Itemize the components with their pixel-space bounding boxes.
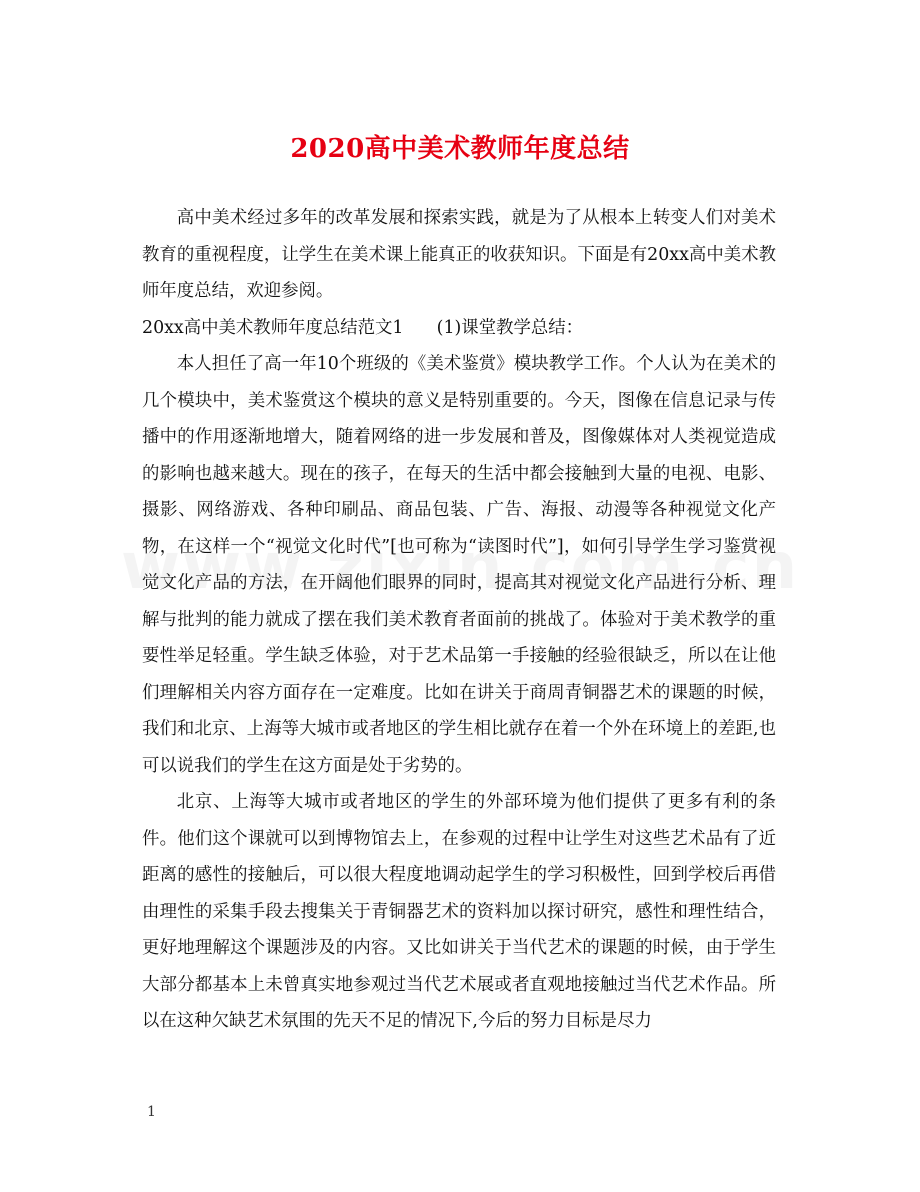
document-body: [142, 200, 776, 1040]
paragraph-section-heading: 20xx高中美术教师年度总结范文1 (1)课堂教学总结：: [142, 317, 584, 338]
document-title: 2020高中美术教师年度总结: [290, 134, 630, 164]
paragraph-teaching: 本人担任了高一年10个班级的《美术鉴赏》模块教学工作。个人认为在美术的几个模块中，美术鉴赏这个模块的意义是特别重要的。今天，图像在信息记录与传播中的作用逐渐地增大，随着网络的进一步发展和普及，图像媒体对人类视觉造成的影响也越来越大。现在的孩子，在每天的生活中都会接触到大量的电视、电影、摄影、网络游戏、各种印刷品、商品包装、广告、海报、动漫等各种视觉文化产物，在这样一个“视觉文化时代”[也可称为“读图时代”]，如何引导学生学习鉴赏视觉文化产品的方法，在开阔他们眼界的同时，提高其对视觉文化产品进行分析、理解与批判的能力就成了摆在我们美术教育者面前的挑战了。体验对于美术教学的重要性举足轻重。学生缺乏体验，对于艺术品第一手接触的经验很缺乏，所以在让他们理解相关内容方面存在一定难度。比如在讲关于商周青铜器艺术的课题的时候，我们和北京、上海等大城市或者地区的学生相比就存在着一个外在环境上的差距,也可以说我们的学生在这方面是处于劣势的。: [142, 354, 776, 776]
paragraph-intro: 高中美术经过多年的改革发展和探索实践，就是为了从根本上转变人们对美术教育的重视程度，让学生在美术课上能真正的收获知识。下面是有20xx高中美术教师年度总结，欢迎参阅。: [142, 208, 776, 301]
paragraph-environment: 北京、上海等大城市或者地区的学生的外部环境为他们提供了更多有利的条件。他们这个课就可以到博物馆去上，在参观的过程中让学生对这些艺术品有了近距离的感性的接触后，可以很大程度地调动起学生的学习积极性，回到学校后再借由理性的采集手段去搜集关于青铜器艺术的资料加以探讨研究，感性和理性结合，更好地理解这个课题涉及的内容。又比如讲关于当代艺术的课题的时候，由于学生大部分都基本上未曾真实地参观过当代艺术展或者直观地接触过当代艺术作品。所以在这种欠缺艺术氛围的先天不足的情况下,今后的努力目标是尽力: [142, 792, 776, 1031]
page-number: 1: [147, 1104, 156, 1120]
